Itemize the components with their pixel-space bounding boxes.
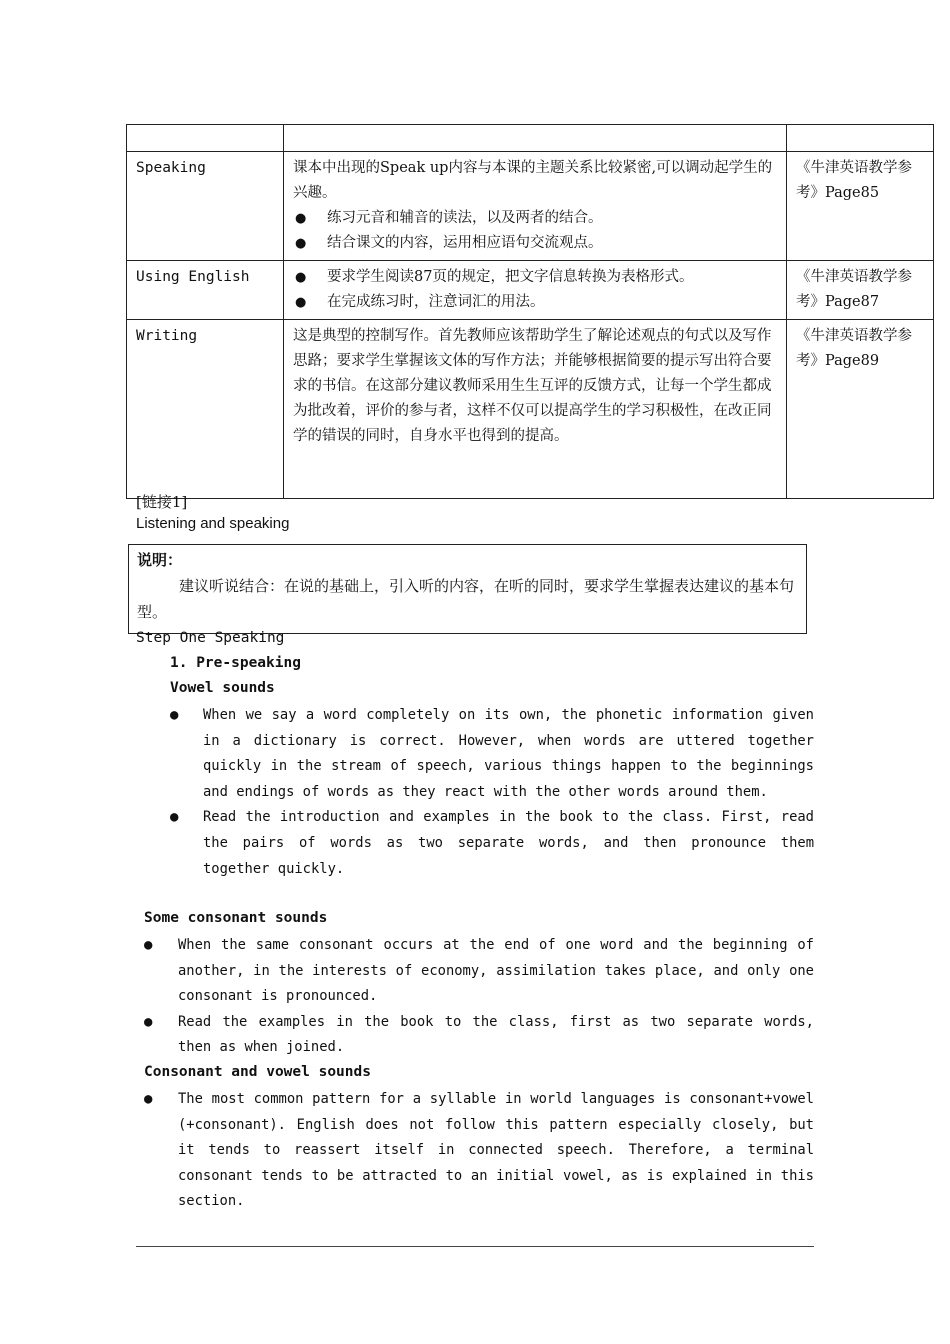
- footer-divider: [136, 1246, 814, 1247]
- link-label: [链接1]: [136, 493, 188, 511]
- link-title: Listening and speaking: [136, 515, 290, 532]
- table-cell: [787, 125, 934, 152]
- table-row: [127, 261, 934, 320]
- table-row: [127, 125, 934, 152]
- note-title: 说明：: [137, 551, 183, 569]
- list-item: ● When we say a word completely on its own, the phonetic information given in a dictionary is correct. However, when words are uttered together quickly in the stream of speech, various things happen to the beginnings and endings of words as they react with the other words around them.: [170, 703, 814, 805]
- bullet-list: [293, 206, 778, 256]
- note-box: [128, 544, 807, 634]
- table-cell: [284, 125, 787, 152]
- list-item: ● 结合课文的内容，运用相应语句交流观点。: [293, 231, 778, 256]
- table-row: [127, 152, 934, 261]
- section-content: [284, 261, 787, 320]
- list-item: ● Read the examples in the book to the class, first as two separate words, then as when joined.: [144, 1010, 814, 1061]
- section-name: Speaking: [127, 152, 284, 261]
- section-name: Writing: [127, 320, 284, 499]
- note-body: 建议听说结合：在说的基础上，引入听的内容，在听的同时，要求学生掌握表达建议的基本句型。: [137, 577, 795, 621]
- consonant-vowel-heading: Consonant and vowel sounds: [144, 1064, 371, 1080]
- section-reference: 《牛津英语教学参考》Page85: [787, 152, 934, 261]
- section-reference: 《牛津英语教学参考》Page89: [787, 320, 934, 499]
- consonant-heading: Some consonant sounds: [144, 910, 328, 926]
- table-cell: [127, 125, 284, 152]
- list-item: ● 在完成练习时，注意词汇的用法。: [293, 290, 778, 315]
- section-name: Using English: [127, 261, 284, 320]
- pre-speaking-heading: 1. Pre-speaking: [170, 655, 301, 671]
- lesson-plan-table: [126, 124, 934, 499]
- list-item: ● When the same consonant occurs at the end of one word and the beginning of another, in the interests of economy, assimilation takes place, and only one consonant is pronounced.: [144, 933, 814, 1010]
- list-item: ● 要求学生阅读87页的规定，把文字信息转换为表格形式。: [293, 265, 778, 290]
- section-content: 这是典型的控制写作。首先教师应该帮助学生了解论述观点的句式以及写作思路；要求学生掌握该文体的写作方法；并能够根据简要的提示写出符合要求的书信。在这部分建议教师采用生生互评的反馈方式，让每一个学生都成为批改着，评价的参与者，这样不仅可以提高学生的学习积极性，在改正同学的错误的同时，自身水平也得到的提高。: [284, 320, 787, 499]
- vowel-heading: Vowel sounds: [170, 680, 275, 696]
- step-title: Step One Speaking: [136, 630, 285, 646]
- section-content: [284, 152, 787, 261]
- list-item: ● Read the introduction and examples in the book to the class. First, read the pairs of words as two separate words, and then pronounce them together quickly.: [170, 805, 814, 882]
- bullet-list: [293, 265, 778, 315]
- section-intro: 课本中出现的Speak up内容与本课的主题关系比较紧密,可以调动起学生的兴趣。: [293, 160, 773, 201]
- consonant-vowel-list: [144, 1087, 814, 1215]
- list-item: ● 练习元音和辅音的读法，以及两者的结合。: [293, 206, 778, 231]
- section-reference: 《牛津英语教学参考》Page87: [787, 261, 934, 320]
- consonant-list: [144, 933, 814, 1061]
- list-item: ● The most common pattern for a syllable in world languages is consonant+vowel (+consonant). English does not follow this pattern especially closely, but it tends to reassert itself in connected speech. Therefore, a terminal consonant tends to be attracted to an initial vowel, as is explained in this section.: [144, 1087, 814, 1215]
- vowel-list: [170, 703, 814, 882]
- table-row: [127, 320, 934, 499]
